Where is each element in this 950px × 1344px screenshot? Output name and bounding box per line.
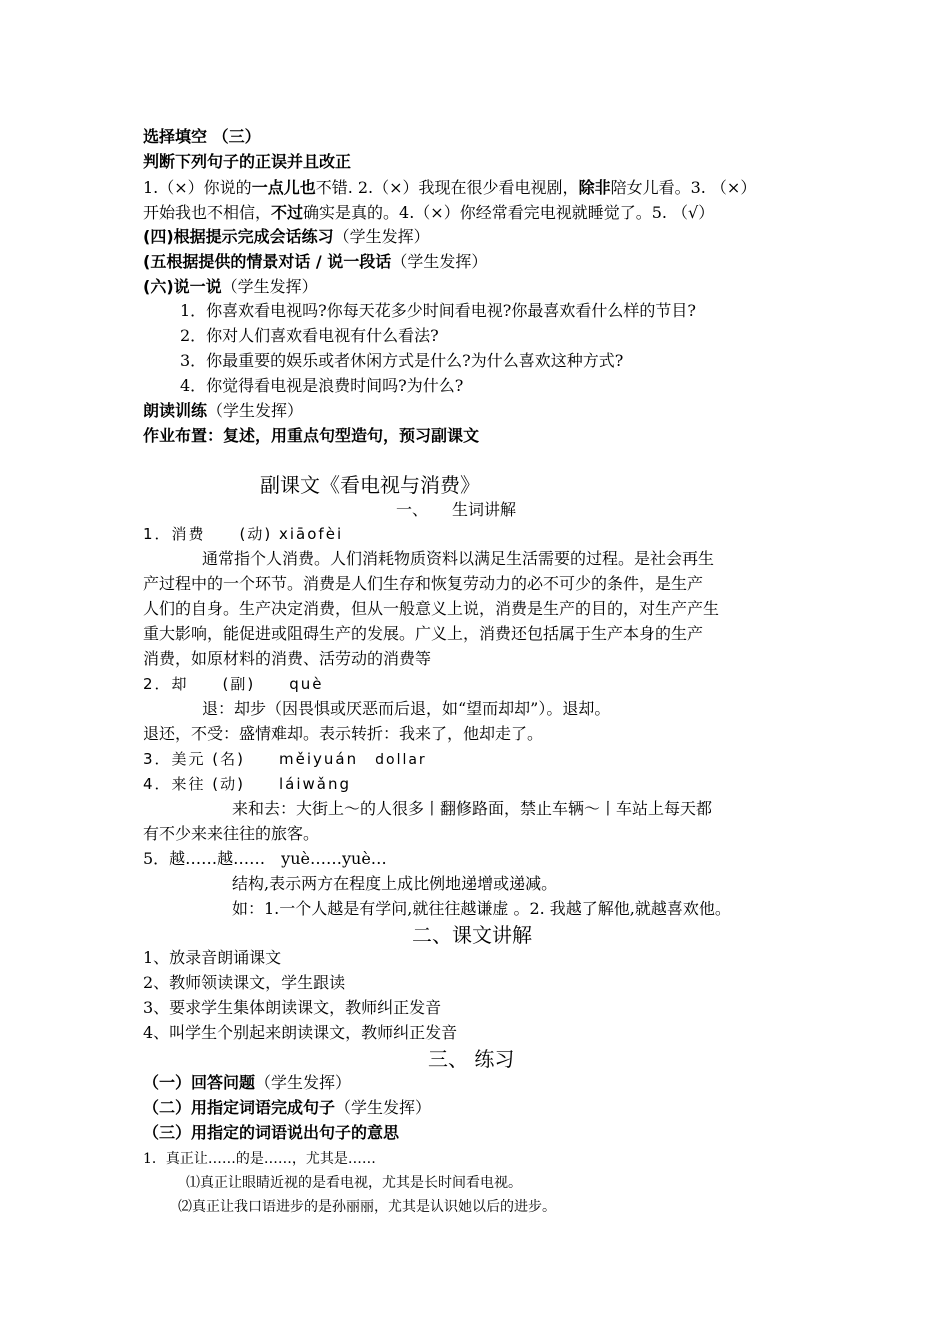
text-run: 确实是真的。4.（×）你经常看完电视就睡觉了。5. （√） bbox=[303, 203, 715, 222]
question-item: 2．你对人们喜欢看电视有什么看法? bbox=[180, 326, 439, 345]
bold-term: 不过 bbox=[271, 203, 304, 222]
question-item: 1．你喜欢看电视吗?你每天花多少时间看电视?你最喜欢看什么样的节目? bbox=[180, 301, 696, 320]
pattern-item: 1．真正让……的是……，尤其是…… bbox=[143, 1151, 376, 1167]
note: （学生发挥） bbox=[335, 1098, 432, 1117]
vocab-entry: 1．消费 (动) xiāofèi bbox=[143, 525, 344, 543]
step-item: 1、放录音朗诵课文 bbox=[143, 948, 282, 967]
bold-term: 一点儿也 bbox=[251, 178, 316, 197]
note: （学生发挥） bbox=[333, 227, 430, 246]
vocab-definition: 人们的自身。生产决定消费，但从一般意义上说，消费是生产的目的，对生产产生 bbox=[143, 599, 720, 618]
section-title: 三、 练习 bbox=[428, 1047, 515, 1071]
exercise-heading bbox=[143, 251, 487, 273]
vocab-definition: 消费，如原材料的消费、活劳动的消费等 bbox=[143, 649, 432, 668]
vocab-entry: 2．却 (副) què bbox=[143, 675, 324, 693]
exercise-heading bbox=[143, 1072, 351, 1094]
step-item: 3、要求学生集体朗读课文，教师纠正发音 bbox=[143, 998, 442, 1017]
question-item: 3．你最重要的娱乐或者休闲方式是什么?为什么喜欢这种方式? bbox=[180, 351, 624, 370]
exercise-heading bbox=[143, 1097, 431, 1119]
text-run: 1.（×）你说的 bbox=[143, 178, 252, 197]
judgement-line bbox=[143, 177, 756, 199]
lesson-title: 副课文《看电视与消费》 bbox=[260, 473, 480, 497]
section-heading: 判断下列句子的正误并且改正 bbox=[143, 152, 352, 171]
judgement-line bbox=[143, 202, 714, 224]
exercise-heading bbox=[143, 276, 318, 298]
bold-term: 除非 bbox=[578, 178, 611, 197]
section-heading: 选择填空 （三） bbox=[143, 127, 261, 146]
text-run: 3．美元 (名) měiyuán bbox=[143, 750, 359, 768]
homework-line: 作业布置：复述，用重点句型造句，预习副课文 bbox=[143, 426, 480, 445]
vocab-definition: 有不少来来往往的旅客。 bbox=[143, 824, 320, 843]
heading-text: (五根据提供的情景对话 / 说一段话 bbox=[143, 252, 392, 271]
translation: dollar bbox=[375, 752, 427, 768]
heading-text: （二）用指定词语完成句子 bbox=[143, 1098, 336, 1117]
note: （学生发挥） bbox=[221, 277, 318, 296]
step-item: 2、教师领读课文，学生跟读 bbox=[143, 973, 346, 992]
question-item: 4．你觉得看电视是浪费时间吗?为什么? bbox=[180, 376, 464, 395]
vocab-definition: 重大影响，能促进或阻碍生产的发展。广义上，消费还包括属于生产本身的生产 bbox=[143, 624, 704, 643]
exercise-heading bbox=[143, 226, 430, 248]
note: （学生发挥） bbox=[207, 401, 304, 420]
vocab-entry bbox=[143, 748, 427, 771]
text-run: 不错. 2.（×）我现在很少看电视剧， bbox=[315, 178, 579, 197]
vocab-definition: 通常指个人消费。人们消耗物质资料以满足生活需要的过程。是社会再生 bbox=[202, 549, 715, 568]
section-title: 一、 生词讲解 bbox=[396, 500, 517, 519]
note: （学生发挥） bbox=[391, 252, 488, 271]
text-run: 开始我也不相信， bbox=[143, 203, 272, 222]
heading-text: 朗读训练 bbox=[143, 401, 208, 420]
heading-text: (四)根据提示完成会话练习 bbox=[143, 227, 334, 246]
heading-text: (六)说一说 bbox=[143, 277, 222, 296]
heading-text: （一）回答问题 bbox=[143, 1073, 256, 1092]
vocab-definition: 结构,表示两方在程度上成比例地递增或递减。 bbox=[232, 874, 558, 893]
note: （学生发挥） bbox=[255, 1073, 352, 1092]
pattern-example: ⑴真正让眼睛近视的是看电视，尤其是长时间看电视。 bbox=[186, 1175, 522, 1191]
vocab-entry: 4．来往 (动) láiwǎng bbox=[143, 775, 352, 793]
text-run: 陪女儿看。3. （×） bbox=[610, 178, 757, 197]
vocab-definition: 退还，不受：盛情难却。表示转折：我来了，他却走了。 bbox=[143, 724, 544, 743]
reading-heading bbox=[143, 400, 303, 422]
pattern-example: ⑵真正让我口语进步的是孙丽丽，尤其是认识她以后的进步。 bbox=[178, 1199, 556, 1215]
step-item: 4、叫学生个别起来朗读课文，教师纠正发音 bbox=[143, 1023, 458, 1042]
vocab-definition: 来和去：大街上～的人很多丨翻修路面，禁止车辆～丨车站上每天都 bbox=[232, 799, 713, 818]
vocab-definition: 产过程中的一个环节。消费是人们生存和恢复劳动力的必不可少的条件，是生产 bbox=[143, 574, 704, 593]
vocab-entry: 5．越……越…… yuè……yuè… bbox=[143, 849, 387, 868]
section-title: 二、课文讲解 bbox=[412, 923, 532, 947]
vocab-example: 如：1.一个人越是有学问,就往往越谦虚 。2. 我越了解他,就越喜欢他。 bbox=[232, 899, 731, 918]
vocab-definition: 退：却步（因畏惧或厌恶而后退，如“望而却却”）。退却。 bbox=[202, 699, 611, 718]
exercise-heading: （三）用指定的词语说出句子的意思 bbox=[143, 1123, 400, 1142]
